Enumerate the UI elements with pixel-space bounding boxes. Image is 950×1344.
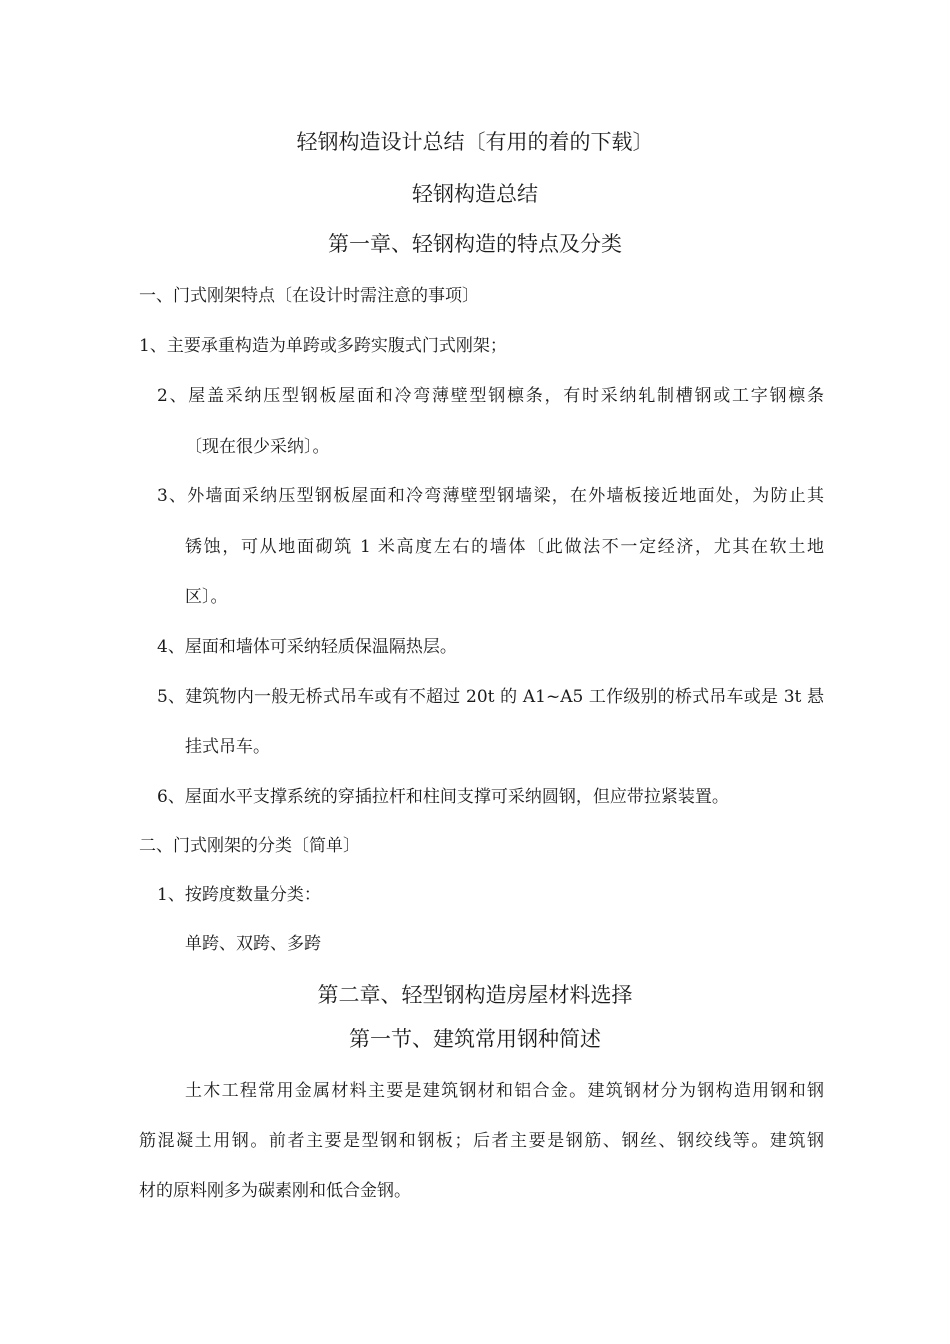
section-title: 第一节、建筑常用钢种简述 bbox=[349, 1027, 601, 1051]
list-item: 6、屋面水平支撑系统的穿插拉杆和柱间支撑可采纳圆钢，但应带拉紧装置。 bbox=[157, 787, 729, 807]
document-subtitle: 轻钢构造总结 bbox=[412, 182, 538, 206]
list-item-continuation: 锈蚀，可从地面砌筑 1 米高度左右的墙体〔此做法不一定经济，尤其在软土地 bbox=[185, 537, 824, 557]
chapter-1-heading: 第一章、轻钢构造的特点及分类 bbox=[328, 232, 622, 256]
list-item: 1、主要承重构造为单跨或多跨实腹式门式刚架； bbox=[139, 336, 507, 356]
list-item-continuation: 区〕。 bbox=[185, 587, 228, 607]
paragraph-line: 土木工程常用金属材料主要是建筑钢材和铝合金。建筑钢材分为钢构造用钢和钢 bbox=[185, 1081, 824, 1101]
list-item-value: 单跨、双跨、多跨 bbox=[185, 934, 321, 954]
list-item: 4、屋面和墙体可采纳轻质保温隔热层。 bbox=[157, 637, 457, 657]
list-item: 1、按跨度数量分类： bbox=[157, 885, 321, 905]
list-item-continuation: 〔现在很少采纳〕。 bbox=[185, 437, 330, 457]
list-item: 2、屋盖采纳压型钢板屋面和冷弯薄壁型钢檩条，有时采纳轧制槽钢或工字钢檩条 bbox=[157, 386, 824, 406]
paragraph-line: 筋混凝土用钢。前者主要是型钢和钢板；后者主要是钢筋、钢丝、钢绞线等。建筑钢 bbox=[139, 1131, 824, 1151]
list-item: 3、外墙面采纳压型钢板屋面和冷弯薄壁型钢墙梁，在外墙板接近地面处，为防止其 bbox=[157, 486, 824, 506]
section-heading: 二、门式刚架的分类〔简单〕 bbox=[139, 836, 360, 856]
document-title: 轻钢构造设计总结〔有用的着的下载〕 bbox=[296, 130, 654, 154]
chapter-2-heading: 第二章、轻型钢构造房屋材料选择 bbox=[317, 983, 633, 1007]
section-heading: 一、门式刚架特点〔在设计时需注意的事项〕 bbox=[139, 286, 479, 306]
list-item: 5、建筑物内一般无桥式吊车或有不超过 20t 的 A1~A5 工作级别的桥式吊车或是 3t 悬 bbox=[157, 687, 824, 707]
paragraph-line: 材的原料刚多为碳素刚和低合金钢。 bbox=[139, 1181, 411, 1201]
list-item-continuation: 挂式吊车。 bbox=[185, 737, 270, 757]
